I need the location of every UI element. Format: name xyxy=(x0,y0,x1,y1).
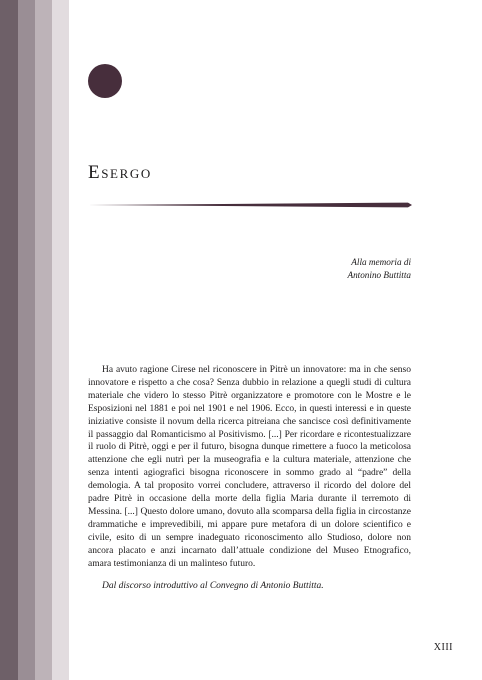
epigraph-paragraph: Ha avuto ragione Cirese nel riconoscere in Pitrè un innovatore: ma in che senso innovatore e rispetto a che cosa? Senza dubbio in relazione a quegli studi di cultura materiale che videro lo stesso Pitrè organizzatore e promotore con le Mostre e le Esposizioni nel 1881 e poi nel 1901 e nel 1906. Ecco, in questi interessi e in queste iniziative consiste il novum della ricerca pitreiana che sancisce così definitivamente il passaggio dal Romanticismo al Positivismo. [...] Per ricordare e ricontestualizzare il ruolo di Pitrè, oggi e per il futuro, bisogna dunque rimettere a fuoco la meticolosa attenzione che egli nutrì per la museografia e la cultura materiale, attenzione che senza intenti agiografici bisogna riconoscere in sommo grado al “padre” della demologia. A tal proposito vorrei concludere, attraverso il ricordo del dolore del padre Pitrè in occasione della morte della figlia Maria durante il terremoto di Messina. [...] Questo dolore umano, dovuto alla scomparsa della figlia in circostanze drammatiche e imprevedibili, mi appare pure metafora di un dolore scientifico e civile, esito di un sempre inadeguato riconoscimento allo Studioso, dolore non ancora placato e anzi incarnato dall’attuale condizione del Museo Etnografico, amara testimonianza di un malinteso futuro. xyxy=(88,365,411,569)
dedication xyxy=(211,256,411,281)
margin-stripe-lightest xyxy=(52,0,69,680)
title-divider-rule xyxy=(88,202,412,208)
margin-stripe-dark xyxy=(0,0,18,680)
dedication-line: Alla memoria di xyxy=(351,257,411,267)
margin-stripe-medium xyxy=(18,0,35,680)
dedication-name: Antonino Buttitta xyxy=(347,269,411,280)
epigraph-source: Dal discorso introduttivo al Convegno di Antonio Buttitta. xyxy=(102,581,324,591)
margin-stripe-light xyxy=(35,0,52,680)
chapter-marker-circle xyxy=(88,64,122,98)
chapter-title: Esergo xyxy=(88,162,152,183)
page-number: XIII xyxy=(433,642,453,653)
